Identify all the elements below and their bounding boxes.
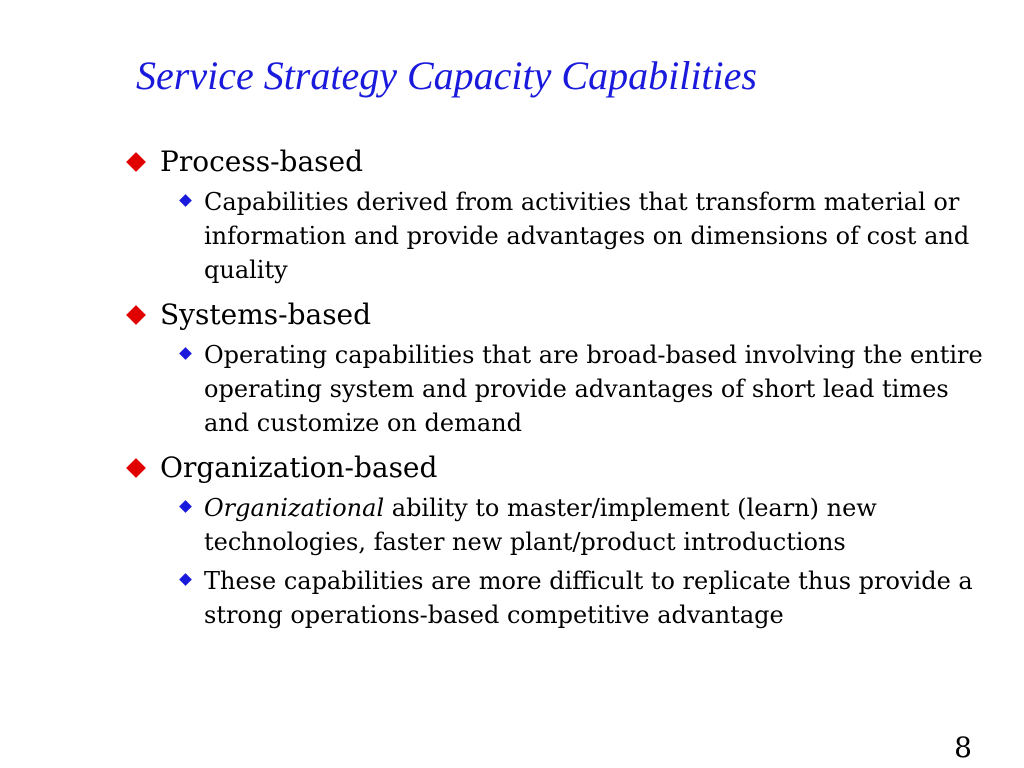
blue-diamond-icon	[178, 185, 204, 219]
bullet-level2-text: These capabilities are more difficult to replicate thus provide a strong operations-based competitive advantage	[204, 567, 973, 629]
bullet-level1-systems-based	[126, 297, 986, 333]
bullet-level1-label: Systems-based	[160, 298, 372, 331]
blue-diamond-icon	[178, 491, 204, 525]
bullet-level2-text: Operating capabilities that are broad-based involving the entire operating system and provide advantages of short lead times and customize on demand	[204, 341, 983, 437]
bullet-level2-text	[204, 491, 986, 559]
bullet-level2-rest: ability to master/implement (learn) new technologies, faster new plant/product introductions	[204, 494, 877, 556]
bullet-level2-item	[178, 338, 986, 440]
blue-diamond-icon	[178, 338, 204, 372]
slide-content	[126, 140, 986, 632]
slide-title: Service Strategy Capacity Capabilities	[136, 53, 757, 98]
bullet-level2-text: Capabilities derived from activities that transform material or information and provide advantages on dimensions of cost and quality	[204, 188, 970, 284]
bullet-level1-label: Process-based	[160, 145, 364, 178]
bullet-level2-item	[178, 491, 986, 559]
bullet-level2-item	[178, 564, 986, 632]
page-number: 8	[954, 731, 972, 764]
blue-diamond-icon	[178, 564, 204, 598]
red-diamond-icon	[126, 144, 160, 180]
emphasis-text: Organizational	[204, 494, 385, 522]
red-diamond-icon	[126, 450, 160, 486]
bullet-level1-process-based	[126, 144, 986, 180]
bullet-level1-organization-based	[126, 450, 986, 486]
red-diamond-icon	[126, 297, 160, 333]
bullet-level1-label: Organization-based	[160, 451, 438, 484]
bullet-level2-item	[178, 185, 986, 287]
